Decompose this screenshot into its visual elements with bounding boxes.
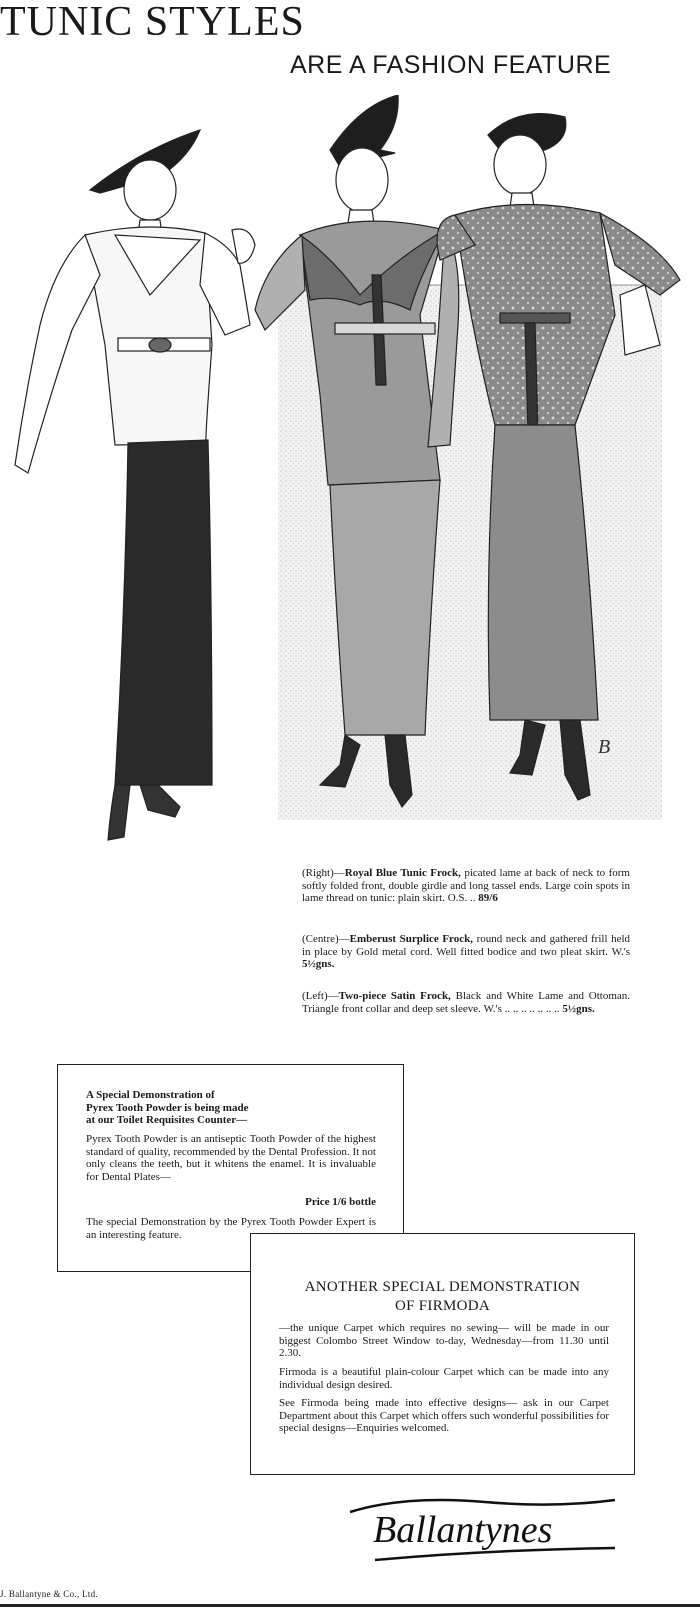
pyrex-body: Pyrex Tooth Powder is an antiseptic Tooth Powder of the highest standard of quality, recommended by the Dental Profession. It not only cleans the teeth, but it whitens the enamel. It is invaluable for Dental Plates— bbox=[86, 1133, 376, 1183]
caption-centre: (Centre)—Emberust Surplice Frock, round neck and gathered frill held in place by Gold metal cord. Well fitted bodice and two pleat skirt. W.'s 5½gns. bbox=[302, 933, 631, 970]
caption-size: O.S. bbox=[447, 892, 468, 904]
left-figure bbox=[15, 130, 255, 840]
firmoda-paragraph-3: See Firmoda being made into effective designs— ask in our Carpet Department about this Carpet which offers such wonderful possibilities for special designs—Enquiries welcomed. bbox=[279, 1397, 609, 1434]
svg-text:Ballantynes: Ballantynes bbox=[373, 1509, 553, 1551]
caption-right: (Right)—Royal Blue Tunic Frock, picated lame at back of neck to form softly folded front, double girdle and long tassel ends. Large coin spots in lame thread on tunic: plain skirt. O.S. .. 89/6 bbox=[302, 867, 630, 904]
caption-price: 5½gns. bbox=[302, 958, 335, 970]
footer-rule bbox=[0, 1604, 700, 1607]
caption-price: 5½gns. bbox=[562, 1002, 595, 1015]
page-subtitle: ARE A FASHION FEATURE bbox=[290, 51, 612, 79]
pyrex-heading-line-3: at our Toilet Requisites Counter— bbox=[86, 1114, 248, 1126]
pyrex-closing: The special Demonstration by the Pyrex Tooth Powder Expert is an interesting feature. bbox=[86, 1216, 376, 1241]
caption-position: (Right) bbox=[302, 867, 334, 879]
caption-position: (Left) bbox=[302, 990, 328, 1002]
firmoda-paragraph-2: Firmoda is a beautiful plain-colour Carpet which can be made into any individual design desired. bbox=[279, 1366, 609, 1391]
caption-name: Royal Blue Tunic Frock, bbox=[344, 867, 461, 879]
firmoda-paragraph-1: —the unique Carpet which requires no sewing— will be made in our biggest Colombo Street Window to-day, Wednesday—from 11.30 until 2.30. bbox=[279, 1322, 609, 1359]
page-title: TUNIC STYLES bbox=[0, 0, 305, 45]
caption-body: round neck and gathered frill held in place by Gold metal cord. Well fitted bodice and two pleat skirt. bbox=[302, 933, 631, 958]
caption-body: picated lame at back of neck to form softly folded front, double girdle and long tassel ends. Large coin spots in lame thread on tunic: plain skirt. bbox=[302, 867, 630, 904]
firmoda-heading-line-2: OF FIRMODA bbox=[394, 1298, 491, 1314]
caption-size: W.'s bbox=[483, 1002, 502, 1015]
caption-position: (Centre) bbox=[302, 933, 339, 945]
caption-name: Two-piece Satin Frock, bbox=[338, 990, 451, 1002]
firmoda-heading-line-1: ANOTHER SPECIAL DEMONSTRATION bbox=[304, 1279, 581, 1295]
caption-body: Black and White Lame and Ottoman. Triangle front collar and deep set sleeve. bbox=[302, 990, 631, 1015]
caption-price: 89/6 bbox=[478, 892, 498, 904]
caption-size: W.'s bbox=[611, 945, 630, 958]
publisher-footer: J. Ballantyne & Co., Ltd. bbox=[0, 1589, 98, 1599]
firmoda-demonstration-box bbox=[250, 1233, 635, 1475]
signature-flourish bbox=[345, 1490, 625, 1570]
pyrex-heading-line-1: A Special Demonstration of bbox=[86, 1089, 215, 1101]
artist-mark: B bbox=[598, 736, 611, 758]
pyrex-price: Price 1/6 bottle bbox=[305, 1196, 376, 1208]
ballantynes-signature-logo bbox=[345, 1490, 625, 1570]
fashion-illustration bbox=[0, 95, 700, 855]
pyrex-heading-line-2: Pyrex Tooth Powder is being made bbox=[86, 1101, 249, 1114]
caption-left: (Left)—Two-piece Satin Frock, Black and White Lame and Ottoman. Triangle front collar and deep set sleeve. W.'s .. .. .. .. .. .. .. 5½gns. bbox=[302, 990, 631, 1015]
caption-name: Emberust Surplice Frock, bbox=[349, 933, 473, 945]
